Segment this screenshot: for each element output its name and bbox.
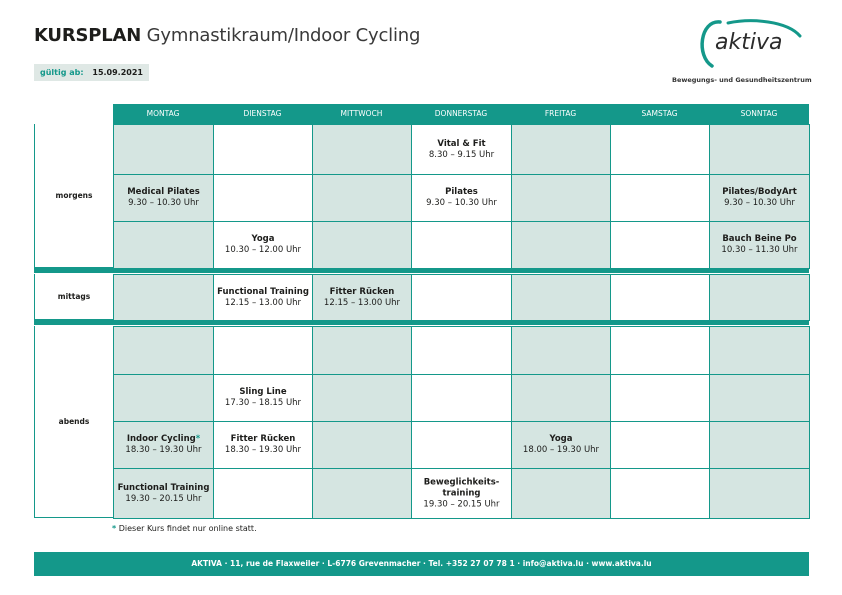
- schedule-cell: [709, 174, 810, 222]
- schedule-cell: [709, 221, 810, 269]
- schedule-cell: [411, 326, 512, 375]
- schedule-cell: [610, 468, 710, 519]
- day-header-freitag: FREITAG: [544, 109, 577, 118]
- course-entry: [214, 434, 312, 456]
- schedule-cell: [709, 468, 810, 519]
- valid-from-badge: [34, 64, 149, 81]
- schedule-cell: [610, 374, 710, 422]
- schedule-cell: [213, 326, 313, 375]
- page-title: [34, 25, 420, 46]
- schedule-cell: [411, 374, 512, 422]
- course-name: [214, 434, 312, 445]
- schedule-cell: [610, 124, 710, 175]
- title-subtitle: Gymnastikraum/Indoor Cycling: [146, 25, 421, 46]
- course-time: 12.15 – 13.00 Uhr: [323, 297, 401, 308]
- day-header-dienstag: DIENSTAG: [243, 109, 282, 118]
- course-name-text: Pilates: [445, 187, 478, 197]
- period-separator: [34, 268, 809, 273]
- schedule-cell: [709, 374, 810, 422]
- course-entry: [412, 477, 511, 510]
- course-entry: [114, 434, 213, 456]
- schedule-cell: [312, 221, 412, 269]
- course-name: [313, 287, 411, 298]
- schedule-cell: [312, 468, 412, 519]
- course-name: [412, 477, 511, 499]
- day-header-donnerstag: DONNERSTAG: [434, 109, 488, 118]
- schedule-cell: [312, 421, 412, 469]
- logo-wordmark: aktiva: [715, 30, 783, 55]
- period-label-evening: abends: [58, 417, 90, 426]
- schedule-cell: [213, 421, 313, 469]
- schedule-cell: [213, 274, 313, 321]
- schedule-cell: [113, 124, 214, 175]
- course-name: [710, 187, 809, 198]
- course-time: 19.30 – 20.15 Uhr: [423, 499, 500, 509]
- schedule-cell: [511, 421, 611, 469]
- course-entry: [214, 234, 312, 256]
- course-name-text: Fitter Rücken: [329, 286, 395, 297]
- course-name-text: Sling Line: [239, 387, 287, 397]
- schedule-cell: [511, 374, 611, 422]
- course-name-text: Beweglichkeits-training: [423, 477, 500, 498]
- day-header-samstag: SAMSTAG: [641, 109, 678, 118]
- footnote-text: Dieser Kurs findet nur online statt.: [118, 524, 257, 533]
- course-time: 12.15 – 13.00 Uhr: [224, 297, 302, 308]
- online-asterisk: *: [112, 524, 117, 533]
- title-bold: KURSPLAN: [34, 25, 142, 46]
- schedule-cell: [709, 274, 810, 321]
- schedule-cell: [411, 468, 512, 519]
- schedule-cell: [610, 274, 710, 321]
- schedule-cell: [511, 174, 611, 222]
- contact-footer: AKTIVA · 11, rue de Flaxweiler · L-6776 Grevenmacher · Tel. +352 27 07 78 1 · info@aktiva.lu · www.aktiva.lu: [34, 552, 809, 576]
- course-time: 10.30 – 11.30 Uhr: [721, 245, 798, 255]
- schedule-cell: [113, 274, 214, 321]
- schedule-cell: [709, 421, 810, 469]
- schedule-cell: [213, 468, 313, 519]
- schedule-cell: [312, 124, 412, 175]
- course-time: 9.30 – 10.30 Uhr: [724, 198, 795, 208]
- schedule-cell: [213, 174, 313, 222]
- course-time: 18.30 – 19.30 Uhr: [125, 445, 202, 455]
- course-time: 18.00 – 19.30 Uhr: [522, 445, 600, 455]
- course-time: 19.30 – 20.15 Uhr: [125, 493, 202, 504]
- course-name-text: Yoga: [549, 434, 573, 444]
- course-name-text: Yoga: [251, 234, 275, 244]
- schedule-cell: [113, 468, 214, 519]
- schedule-cell: [610, 221, 710, 269]
- course-time: 9.30 – 10.30 Uhr: [426, 198, 497, 208]
- schedule-cell: [610, 421, 710, 469]
- course-name: [512, 434, 610, 445]
- schedule-cell: [312, 326, 412, 375]
- course-name: [412, 187, 511, 198]
- course-entry: [412, 139, 511, 161]
- valid-from-date: 15.09.2021: [92, 68, 143, 77]
- course-entry: [313, 287, 411, 309]
- course-name-text: Indoor Cycling: [126, 434, 196, 444]
- schedule-cell: [709, 124, 810, 175]
- course-time: 18.30 – 19.30 Uhr: [224, 445, 302, 455]
- schedule-cell: [411, 124, 512, 175]
- course-name-text: Fitter Rücken: [230, 434, 296, 444]
- course-name-text: Vital & Fit: [437, 138, 486, 149]
- course-name: [214, 287, 312, 298]
- schedule-cell: [213, 374, 313, 422]
- day-header-sonntag: SONNTAG: [740, 109, 778, 118]
- course-entry: [710, 234, 809, 256]
- course-name: [710, 234, 809, 245]
- period-label-midday: mittags: [57, 292, 91, 301]
- course-name: [214, 234, 312, 245]
- course-entry: [710, 187, 809, 209]
- course-time: 10.30 – 12.00 Uhr: [224, 245, 302, 255]
- schedule-cell: [312, 374, 412, 422]
- schedule-cell: [411, 221, 512, 269]
- schedule-cell: [411, 274, 512, 321]
- day-header-mittwoch: MITTWOCH: [340, 109, 383, 118]
- schedule-cell: [213, 221, 313, 269]
- course-entry: [512, 434, 610, 456]
- schedule-cell: [610, 326, 710, 375]
- course-time: 9.30 – 10.30 Uhr: [128, 198, 199, 208]
- schedule-cell: [113, 421, 214, 469]
- schedule-cell: [213, 124, 313, 175]
- course-name-text: Functional Training: [117, 482, 210, 493]
- schedule-cell: [610, 174, 710, 222]
- valid-from-label: gültig ab:: [40, 68, 84, 77]
- course-name: [114, 434, 213, 445]
- schedule-cell: [113, 174, 214, 222]
- schedule-cell: [113, 326, 214, 375]
- period-label-morning: morgens: [55, 191, 93, 200]
- course-name-text: Pilates/BodyArt: [722, 187, 797, 197]
- course-name-text: Bauch Beine Po: [722, 234, 797, 244]
- schedule-cell: [113, 374, 214, 422]
- schedule-cell: [511, 124, 611, 175]
- schedule-cell: [411, 174, 512, 222]
- course-entry: [114, 483, 213, 505]
- logo-subtitle: Bewegungs- und Gesundheitszentrum: [672, 76, 812, 84]
- course-name-text: Functional Training: [217, 286, 309, 297]
- schedule-cell: [312, 174, 412, 222]
- schedule-cell: [511, 468, 611, 519]
- online-footnote: [112, 524, 257, 533]
- course-entry: [114, 187, 213, 209]
- schedule-cell: [312, 274, 412, 321]
- online-marker: *: [195, 434, 201, 444]
- course-entry: [214, 287, 312, 309]
- course-time: 17.30 – 18.15 Uhr: [224, 398, 302, 408]
- schedule-cell: [511, 221, 611, 269]
- schedule-cell: [511, 274, 611, 321]
- course-entry: [214, 387, 312, 409]
- course-name-text: Medical Pilates: [127, 187, 200, 197]
- course-name: [412, 139, 511, 150]
- schedule-cell: [511, 326, 611, 375]
- day-header-montag: MONTAG: [146, 109, 180, 118]
- schedule-cell: [411, 421, 512, 469]
- course-name: [114, 187, 213, 198]
- period-separator: [34, 320, 809, 325]
- course-entry: [412, 187, 511, 209]
- schedule-cell: [113, 221, 214, 269]
- course-time: 8.30 – 9.15 Uhr: [428, 149, 495, 160]
- schedule-cell: [709, 326, 810, 375]
- course-name: [214, 387, 312, 398]
- course-name: [114, 483, 213, 494]
